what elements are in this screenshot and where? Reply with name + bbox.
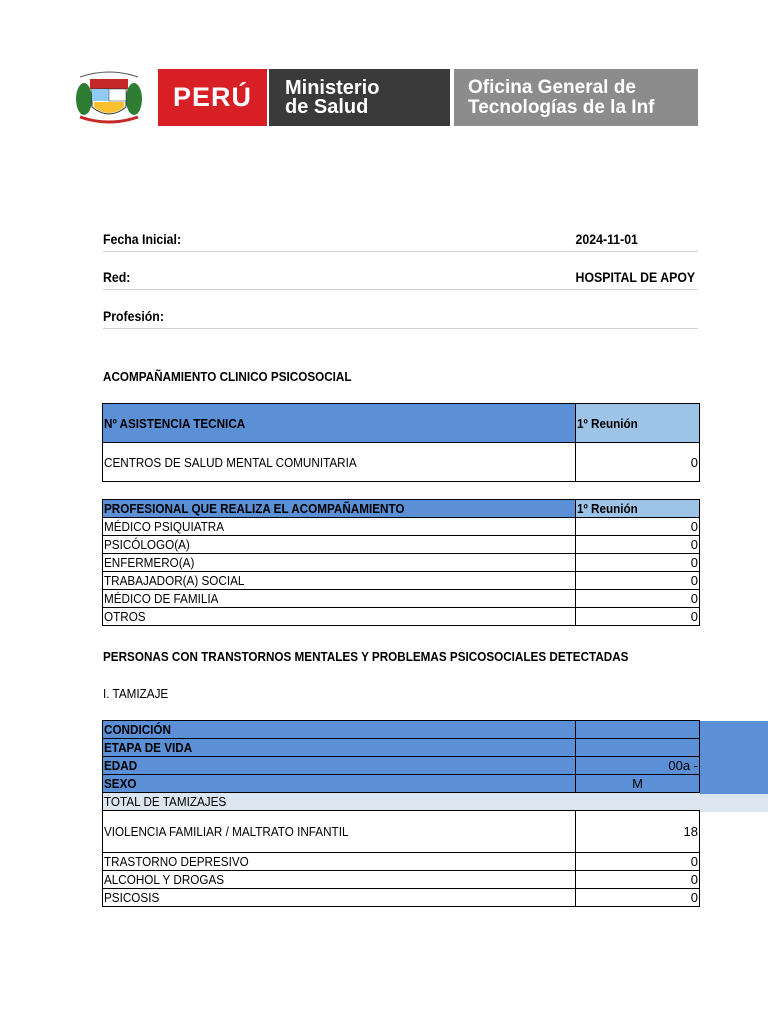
table-cell: 0 bbox=[576, 608, 700, 626]
table-cell: VIOLENCIA FAMILIAR / MALTRATO INFANTIL bbox=[103, 811, 576, 853]
edad-value: 00a - bbox=[576, 757, 700, 775]
office-label bbox=[454, 69, 698, 126]
table-row bbox=[103, 871, 700, 889]
side-header-fill bbox=[698, 721, 768, 794]
table-cell: 0 bbox=[576, 889, 700, 907]
table-cell: PSICÓLOGO(A) bbox=[103, 536, 576, 554]
profesion-label: Profesión: bbox=[103, 308, 164, 324]
etapa-row bbox=[103, 739, 700, 757]
table-cell: 0 bbox=[576, 853, 700, 871]
table-row bbox=[103, 853, 700, 871]
total-row bbox=[103, 793, 700, 811]
table-cell: ENFERMERO(A) bbox=[103, 554, 576, 572]
sexo-row bbox=[103, 775, 700, 793]
condicion-row bbox=[103, 721, 700, 739]
fecha-row bbox=[103, 231, 698, 253]
table-header-cell: 1º Reunión bbox=[576, 500, 700, 518]
table-header-cell: Nº ASISTENCIA TECNICA bbox=[103, 404, 576, 443]
edad-label: EDAD bbox=[103, 757, 576, 775]
etapa-value bbox=[576, 739, 700, 757]
table-row bbox=[103, 572, 700, 590]
sexo-value: M bbox=[576, 775, 700, 793]
total-label: TOTAL DE TAMIZAJES bbox=[103, 793, 700, 811]
edad-row bbox=[103, 757, 700, 775]
condicion-value bbox=[576, 721, 700, 739]
header-banner bbox=[70, 69, 698, 126]
etapa-label: ETAPA DE VIDA bbox=[103, 739, 576, 757]
sexo-label: SEXO bbox=[103, 775, 576, 793]
table-cell: 0 bbox=[576, 518, 700, 536]
table-cell: 0 bbox=[576, 554, 700, 572]
peru-label: PERÚ bbox=[158, 69, 267, 126]
table-cell: 18 bbox=[576, 811, 700, 853]
table-cell: CENTROS DE SALUD MENTAL COMUNITARIA bbox=[103, 443, 576, 482]
table-cell: PSICOSIS bbox=[103, 889, 576, 907]
table-cell: TRABAJADOR(A) SOCIAL bbox=[103, 572, 576, 590]
table-header-row bbox=[103, 404, 700, 443]
asistencia-tecnica-table bbox=[102, 403, 700, 482]
ministry-line-1: Ministerio bbox=[285, 77, 380, 99]
tamizaje-table bbox=[102, 720, 700, 907]
tamizaje-subtitle: I. TAMIZAJE bbox=[103, 686, 169, 701]
table-row bbox=[103, 518, 700, 536]
red-value: HOSPITAL DE APOY bbox=[575, 269, 696, 285]
table-row bbox=[103, 443, 700, 482]
profesion-row bbox=[103, 308, 698, 330]
ministry-line-2: de Salud bbox=[285, 96, 369, 118]
fecha-label: Fecha Inicial: bbox=[103, 231, 182, 247]
profesional-table bbox=[102, 499, 700, 626]
table-row bbox=[103, 608, 700, 626]
red-row bbox=[103, 269, 698, 291]
table-header-cell: PROFESIONAL QUE REALIZA EL ACOMPAÑAMIENTO bbox=[103, 500, 576, 518]
national-seal-logo bbox=[70, 69, 148, 126]
office-line-1: Oficina General de bbox=[468, 77, 636, 98]
table-cell: 0 bbox=[576, 572, 700, 590]
fecha-value: 2024-11-01 bbox=[575, 231, 638, 247]
table-cell: ALCOHOL Y DROGAS bbox=[103, 871, 576, 889]
office-line-2: Tecnologías de la Inf bbox=[468, 97, 655, 118]
table-cell: MÉDICO DE FAMILIA bbox=[103, 590, 576, 608]
table-cell: OTROS bbox=[103, 608, 576, 626]
table-cell: 0 bbox=[576, 443, 700, 482]
condicion-label: CONDICIÓN bbox=[103, 721, 576, 739]
red-label: Red: bbox=[103, 269, 131, 285]
side-total-fill bbox=[698, 794, 768, 812]
table-row bbox=[103, 889, 700, 907]
table-header-cell: 1º Reunión bbox=[576, 404, 700, 443]
table-row bbox=[103, 811, 700, 853]
table-row bbox=[103, 536, 700, 554]
section-acompanamiento-title: ACOMPAÑAMIENTO CLINICO PSICOSOCIAL bbox=[103, 369, 352, 384]
section-personas-title: PERSONAS CON TRANSTORNOS MENTALES Y PROBLEMAS PSICOSOCIALES DETECTADAS bbox=[103, 649, 629, 664]
table-cell: 0 bbox=[576, 536, 700, 554]
table-cell: MÉDICO PSIQUIATRA bbox=[103, 518, 576, 536]
table-cell: 0 bbox=[576, 590, 700, 608]
table-row bbox=[103, 554, 700, 572]
table-cell: TRASTORNO DEPRESIVO bbox=[103, 853, 576, 871]
table-row bbox=[103, 590, 700, 608]
table-header-row bbox=[103, 500, 700, 518]
ministry-label bbox=[269, 69, 450, 126]
table-cell: 0 bbox=[576, 871, 700, 889]
